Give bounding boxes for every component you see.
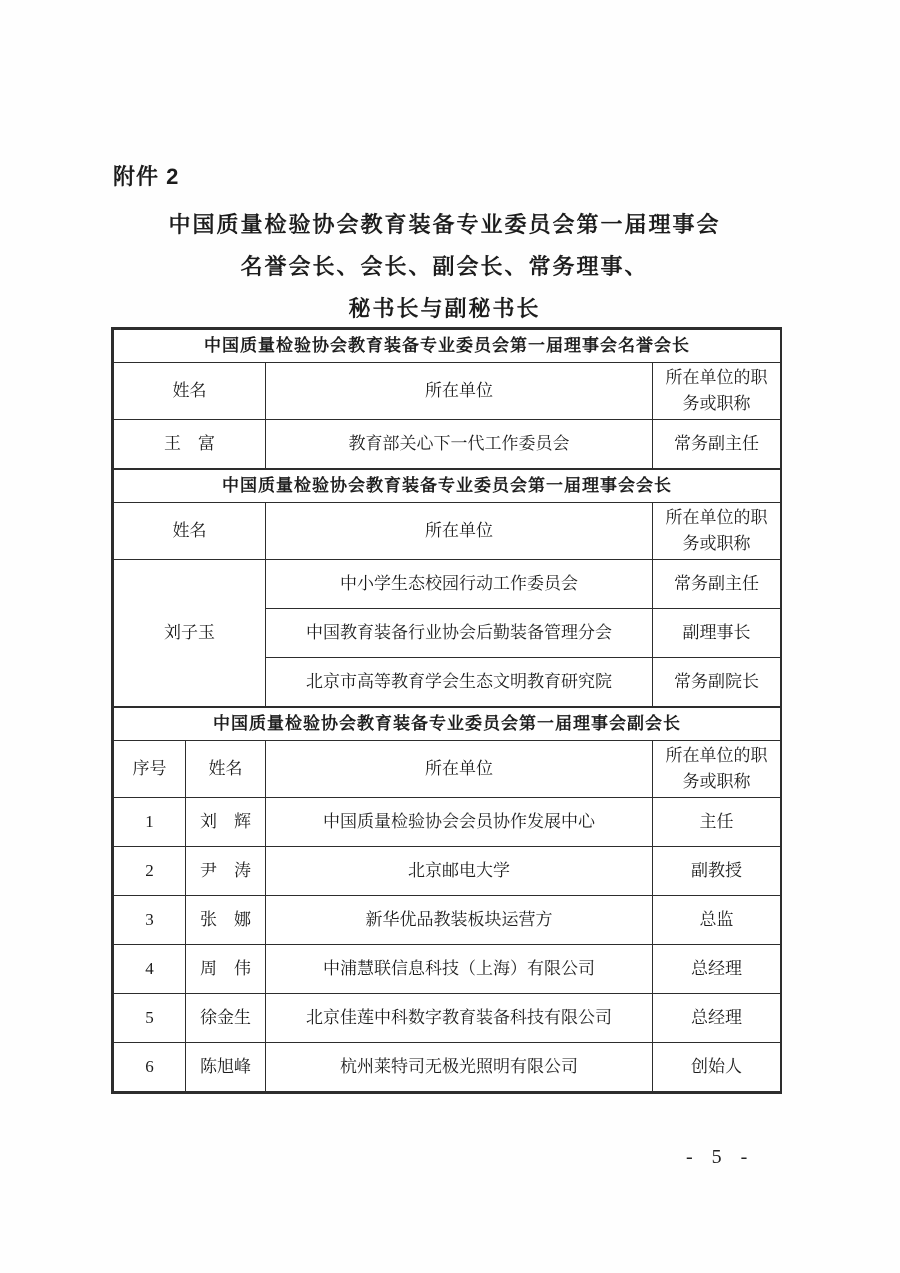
cell-org: 新华优品教装板块运营方: [266, 896, 653, 945]
col-header-org: 所在单位: [266, 363, 653, 420]
cell-org: 中国教育装备行业协会后勤装备管理分会: [266, 609, 653, 658]
committee-roster-table: [111, 327, 782, 1094]
table-row: [114, 847, 781, 896]
cell-title: 总监: [653, 896, 781, 945]
cell-org: 北京佳莲中科数字教育装备科技有限公司: [266, 994, 653, 1043]
col-header-org: 所在单位: [266, 503, 653, 560]
col-header-name: 姓名: [114, 363, 266, 420]
title-line-2: 名誉会长、会长、副会长、常务理事、: [240, 254, 649, 279]
table-row: [114, 896, 781, 945]
cell-title: 常务副主任: [653, 420, 781, 469]
col-header-no: 序号: [114, 741, 186, 798]
col-header-title: 所在单位的职务或职称: [653, 741, 781, 798]
col-header-name: 姓名: [186, 741, 266, 798]
table-row: [114, 994, 781, 1043]
honorary-president-section: [113, 329, 781, 469]
cell-title: 副教授: [653, 847, 781, 896]
table-row: [114, 420, 781, 469]
table-row: [114, 560, 781, 609]
cell-org: 杭州莱特司无极光照明有限公司: [266, 1043, 653, 1092]
cell-name: 陈旭峰: [186, 1043, 266, 1092]
page-number: - 5 -: [686, 1146, 755, 1168]
cell-no: 1: [114, 798, 186, 847]
cell-title: 总经理: [653, 994, 781, 1043]
cell-no: 2: [114, 847, 186, 896]
column-header-row: [114, 741, 781, 798]
column-header-row: [114, 503, 781, 560]
cell-name: 王 富: [114, 420, 266, 469]
cell-no: 4: [114, 945, 186, 994]
cell-no: 3: [114, 896, 186, 945]
cell-name: 尹 涛: [186, 847, 266, 896]
cell-title: 主任: [653, 798, 781, 847]
cell-no: 6: [114, 1043, 186, 1092]
section-header-row: [114, 330, 781, 363]
cell-org: 中浦慧联信息科技（上海）有限公司: [266, 945, 653, 994]
cell-title: 常务副主任: [653, 560, 781, 609]
cell-title: 常务副院长: [653, 658, 781, 707]
col-header-title: 所在单位的职务或职称: [653, 503, 781, 560]
cell-title: 副理事长: [653, 609, 781, 658]
col-header-title: 所在单位的职务或职称: [653, 363, 781, 420]
title-line-3: 秘书长与副秘书长: [348, 296, 541, 321]
cell-name: 张 娜: [186, 896, 266, 945]
cell-org: 北京市高等教育学会生态文明教育研究院: [266, 658, 653, 707]
attachment-label: 附件 2: [113, 164, 180, 189]
section-title: 中国质量检验协会教育装备专业委员会第一届理事会副会长: [114, 708, 781, 741]
col-header-org: 所在单位: [266, 741, 653, 798]
vice-president-section: [113, 707, 781, 1092]
cell-name: 刘 辉: [186, 798, 266, 847]
col-header-name: 姓名: [114, 503, 266, 560]
title-line-1: 中国质量检验协会教育装备专业委员会第一届理事会: [168, 212, 721, 237]
president-section: [113, 469, 781, 707]
cell-name: 徐金生: [186, 994, 266, 1043]
section-title: 中国质量检验协会教育装备专业委员会第一届理事会会长: [114, 470, 781, 503]
cell-name: 周 伟: [186, 945, 266, 994]
table-row: [114, 945, 781, 994]
table-row: [114, 798, 781, 847]
cell-name: 刘子玉: [114, 560, 266, 707]
section-title: 中国质量检验协会教育装备专业委员会第一届理事会名誉会长: [114, 330, 781, 363]
cell-no: 5: [114, 994, 186, 1043]
table-row: [114, 1043, 781, 1092]
section-header-row: [114, 708, 781, 741]
cell-org: 中小学生态校园行动工作委员会: [266, 560, 653, 609]
cell-org: 中国质量检验协会会员协作发展中心: [266, 798, 653, 847]
cell-org: 教育部关心下一代工作委员会: [266, 420, 653, 469]
document-title: [111, 204, 778, 330]
cell-title: 创始人: [653, 1043, 781, 1092]
column-header-row: [114, 363, 781, 420]
section-header-row: [114, 470, 781, 503]
cell-title: 总经理: [653, 945, 781, 994]
cell-org: 北京邮电大学: [266, 847, 653, 896]
